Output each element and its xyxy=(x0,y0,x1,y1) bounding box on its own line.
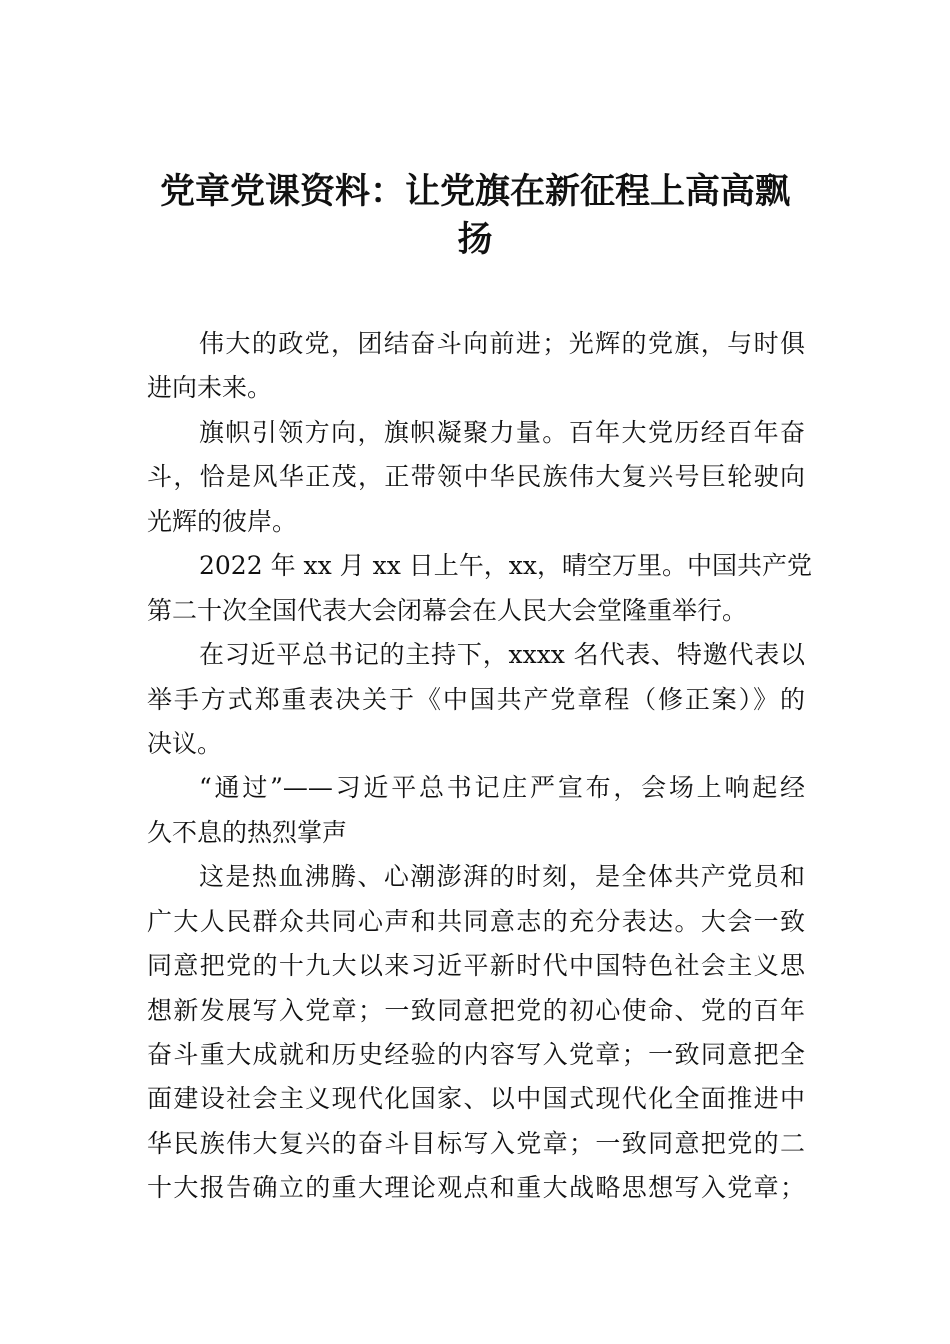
paragraph-line: “通过”——习近平总书记庄严宣布，会场上响起经 xyxy=(199,773,805,803)
paragraph-line: 第二十次全国代表大会闭幕会在人民大会堂隆重举行。 xyxy=(147,595,748,625)
paragraph xyxy=(147,322,805,411)
paragraph-line: 广大人民群众共同心声和共同意志的充分表达。大会一致 xyxy=(147,906,805,936)
paragraph-line: 华民族伟大复兴的奋斗目标写入党章；一致同意把党的二 xyxy=(147,1128,805,1158)
title-line-1: 党章党课资料：让党旗在新征程上高高飘 xyxy=(159,171,790,212)
paragraph xyxy=(147,855,805,1211)
paragraph-line: 面建设社会主义现代化国家、以中国式现代化全面推进中 xyxy=(147,1084,805,1114)
paragraph xyxy=(147,766,805,855)
paragraph xyxy=(147,544,812,633)
paragraph-line: 斗，恰是风华正茂，正带领中华民族伟大复兴号巨轮驶向 xyxy=(147,462,805,492)
paragraph-line: 十大报告确立的重大理论观点和重大战略思想写入党章； xyxy=(147,1173,805,1203)
document-body xyxy=(147,322,812,1211)
paragraph-line: 久不息的热烈掌声 xyxy=(147,817,348,847)
paragraph-line: 伟大的政党，团结奋斗向前进；光辉的党旗，与时俱 xyxy=(199,329,805,358)
paragraph-line: 2022 年 xx 月 xx 日上午，xx，晴空万里。中国共产党 xyxy=(199,551,812,581)
paragraph-line: 决议。 xyxy=(147,728,223,758)
paragraph-line: 奋斗重大成就和历史经验的内容写入党章；一致同意把全 xyxy=(147,1040,805,1069)
paragraph xyxy=(147,411,805,544)
paragraph-line: 想新发展写入党章；一致同意把党的初心使命、党的百年 xyxy=(147,995,805,1025)
paragraph-line: 这是热血沸腾、心潮澎湃的时刻，是全体共产党员和 xyxy=(199,862,805,892)
paragraph xyxy=(147,633,805,766)
paragraph-line: 光辉的彼岸。 xyxy=(147,506,298,536)
paragraph-line: 进向未来。 xyxy=(147,373,273,403)
title-line-2: 扬 xyxy=(457,219,493,260)
paragraph-line: 举手方式郑重表决关于《中国共产党章程（修正案）》的 xyxy=(147,684,805,714)
paragraph-line: 同意把党的十九大以来习近平新时代中国特色社会主义思 xyxy=(147,951,805,981)
paragraph-line: 在习近平总书记的主持下，xxxx 名代表、特邀代表以 xyxy=(199,640,805,670)
document-title xyxy=(140,168,810,264)
paragraph-line: 旗帜引领方向，旗帜凝聚力量。百年大党历经百年奋 xyxy=(199,417,805,447)
